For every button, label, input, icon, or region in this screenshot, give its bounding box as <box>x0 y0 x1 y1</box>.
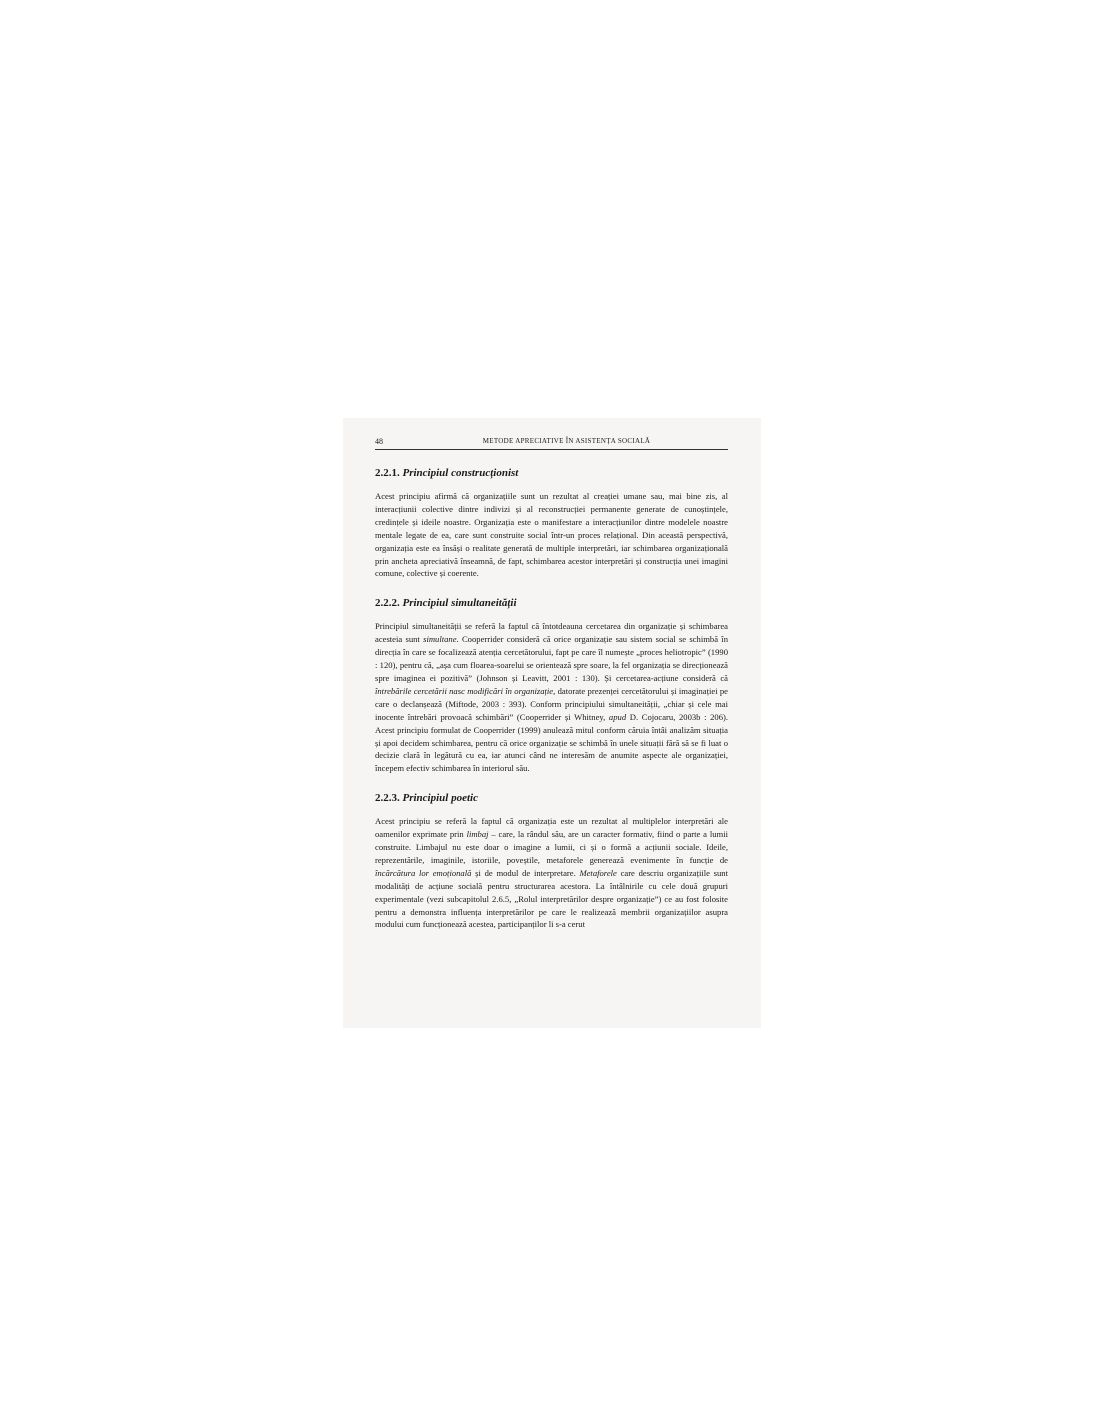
section-title: Principiul simultaneității <box>402 597 517 610</box>
paragraph-text: Principiul simultaneității se referă la faptul că întotdeauna cercetarea din organizație și schimbarea acesteia sunt <box>375 621 728 645</box>
italic-text: apud <box>608 711 627 722</box>
book-page <box>343 418 761 1028</box>
section-title: Principiul poetic <box>402 792 478 805</box>
section-number: 2.2.1. <box>375 467 400 479</box>
section-number: 2.2.2. <box>375 597 400 610</box>
paragraph-text: și de modul de interpretare. <box>471 867 580 878</box>
italic-text: încărcătura lor emoțională <box>375 867 472 878</box>
section-title: Principiul construcționist <box>402 467 519 479</box>
italic-text: întrebările cercetării nasc modificări în organizație <box>375 685 554 696</box>
italic-text: simultane <box>423 634 457 645</box>
running-title: METODE APRECIATIVE ÎN ASISTENȚA SOCIALĂ <box>482 437 651 445</box>
paragraph-text: D. Cojocaru, 2003b : 206). Acest principiu formulat de Cooperrider (1999) anulează mitul conform căruia întâi analizăm situația și apoi decidem schimbarea, pentru că orice organizație se schimbă în unele situații fără să se fi luat o decizie clară în legătură cu ea, iar atunci când ne interesăm de anumite aspecte ale organizației, începem efectiv schimbarea în interiorul său. <box>375 711 728 774</box>
section-2-2-3 <box>375 791 728 931</box>
section-heading <box>375 596 728 610</box>
paragraph-text: . Cooperrider consideră că orice organizație sau sistem social se schimbă în direcția în care se focalizează atenția cercetătorului, fapt pe care îl numește „proces heliotropic” (1990 : 120), pentru că, „așa cum floarea-soarelui se orientează spre soare, la fel organizația se direcționează spre imaginea ei pozitivă” (Johnson și Leavitt, 2001 : 130). Și cercetarea-acțiune consideră că <box>375 634 728 683</box>
section-heading <box>375 791 728 805</box>
section-2-2-1 <box>375 466 728 580</box>
page-content <box>375 436 728 931</box>
paragraph-text: , datorate prezenței cercetătorului și imaginației pe care o declanșează (Miftode, 2003 : 393). Conform principiului simultaneității, „chiar și cele mai inocente întrebări provoacă schimbări” (Cooperrider și Whitney, <box>375 685 728 722</box>
section-paragraph <box>375 490 728 580</box>
paragraph-text: Acest principiu se referă la faptul că organizația este un rezultat al multiplelor interpretări ale oamenilor exprimate prin <box>375 816 728 840</box>
page-number: 48 <box>375 437 383 446</box>
section-number: 2.2.3. <box>375 792 400 805</box>
running-head <box>375 436 728 450</box>
italic-text: limbaj <box>466 829 489 840</box>
paragraph-text: care descriu organizațiile sunt modalități de acțiune socială pentru structurarea acestora. La întâlnirile cu cele două grupuri experimentale (vezi subcapitolul 2.6.5, „Rolul interpretărilor despre organizație”) ce au fost folosite pentru a demonstra influența interpretărilor pe care le realizează membrii organizațiilor asupra modului cum funcționează acestea, participanților li s-a cerut <box>375 867 728 930</box>
section-2-2-2 <box>375 596 728 775</box>
italic-text: Metaforele <box>579 867 617 878</box>
section-paragraph <box>375 620 728 775</box>
section-paragraph <box>375 815 728 931</box>
section-heading <box>375 466 728 480</box>
paragraph-text: Acest principiu afirmă că organizațiile sunt un rezultat al creației umane sau, mai bine zis, al interacțiunii colective dintre indivizi și al reconstrucției permanente generate de cunoștințele, credințele și ideile noastre. Organizația este o manifestare a interacțiunilor dintre modelele noastre mentale legate de ea, care sunt construite social într-un proces relațional. Din această perspectivă, organizația este ea însăși o realitate generată de multiple interpretări, iar schimbarea organizațională prin ancheta apreciativă înseamnă, de fapt, schimbarea acestor interpretări și construcția unei imagini comune, colective și coerente. <box>375 491 728 579</box>
paragraph-text: – care, la rândul său, are un caracter formativ, fiind o parte a lumii construite. Limbajul nu este doar o imagine a lumii, ci și o formă a acțiunii sociale. Ideile, reprezentările, imaginile, istoriile, poveștile, metaforele generează evenimente în funcție de <box>375 829 728 865</box>
